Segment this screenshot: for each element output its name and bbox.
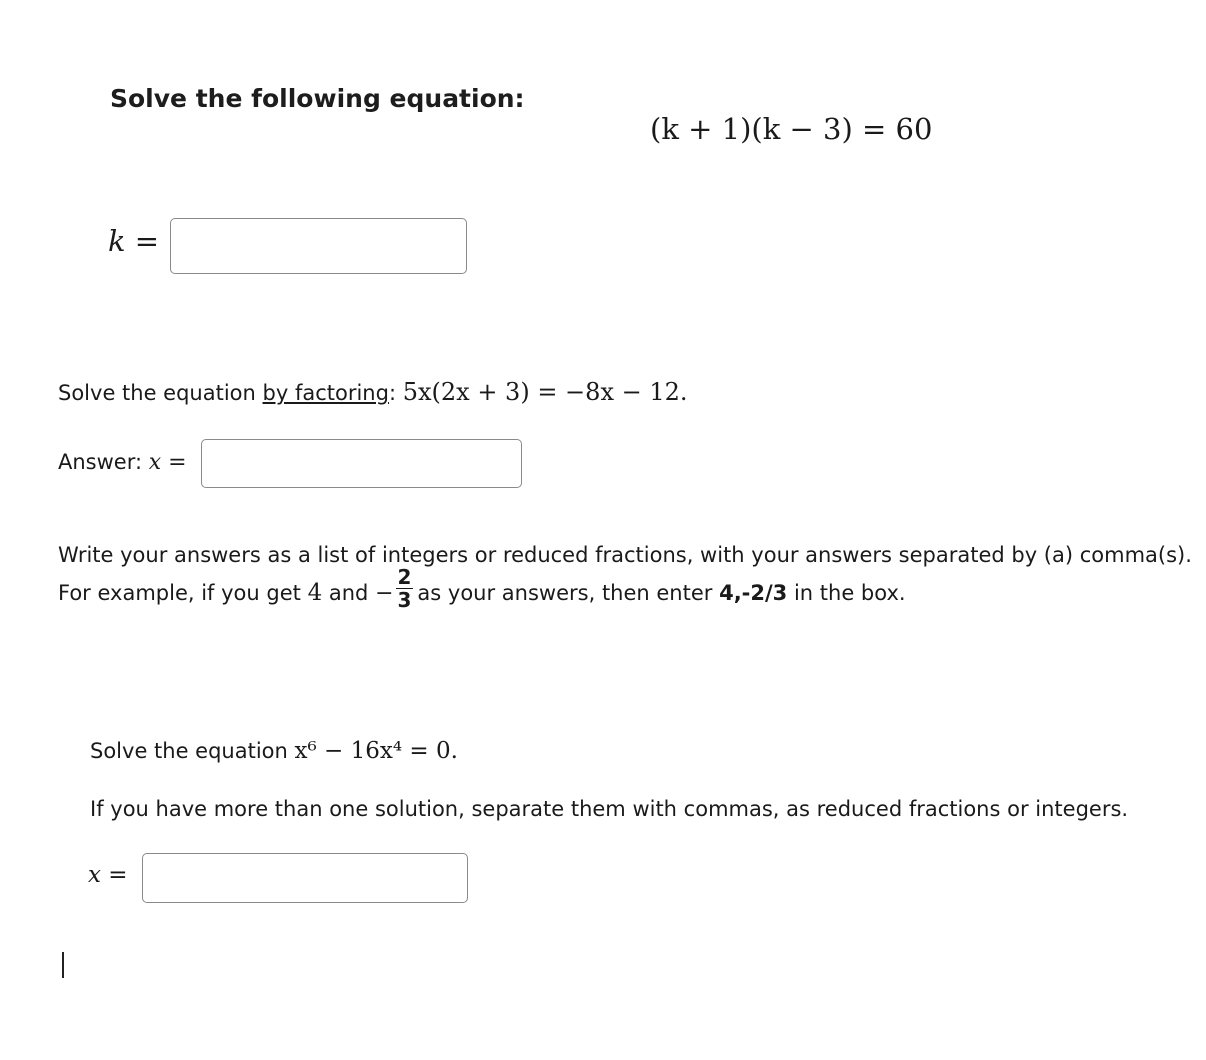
problem3-answer-label: x = — [88, 862, 128, 888]
example-minus-sign: − — [375, 580, 394, 606]
example-fraction-denominator: 3 — [397, 588, 412, 612]
example-fraction — [394, 566, 418, 611]
problem2-prompt — [58, 378, 688, 406]
problem1-equation: (k + 1)(k − 3) = 60 — [650, 112, 933, 146]
problem2-answer-label-math: x = — [148, 450, 187, 475]
problem2-prompt-text: Solve the equation — [58, 381, 263, 405]
problem2-answer-label-text: Answer: — [58, 450, 149, 474]
problem2-answer-label — [58, 450, 187, 475]
example-value-4: 4 — [307, 579, 323, 606]
problem3-answer-input[interactable] — [142, 853, 468, 903]
problem1-answer-input[interactable] — [170, 218, 467, 274]
problem3-prompt-text: Solve the equation — [90, 739, 295, 763]
problem2-equation: 5x(2x + 3) = −8x − 12. — [402, 378, 688, 406]
instruction-text: For example, if you get — [58, 580, 308, 605]
problem1-prompt: Solve the following equation: — [110, 84, 525, 113]
by-factoring-link[interactable]: by factoring — [262, 381, 389, 405]
problem2-prompt-colon: : — [388, 381, 403, 405]
text-cursor — [62, 952, 64, 978]
instruction-text: and — [322, 580, 376, 605]
problem2-instruction-line2 — [58, 565, 906, 634]
problem3-instruction: If you have more than one solution, separate them with commas, as reduced fractions or integers. — [90, 797, 1129, 821]
example-fraction-numerator: 2 — [397, 565, 412, 589]
problem3-prompt — [90, 738, 458, 764]
example-entry: 4,-2/3 — [719, 580, 788, 605]
problem3-equation: x⁶ − 16x⁴ = 0. — [294, 738, 458, 764]
instruction-text: as your answers, then enter — [417, 580, 720, 605]
problem1-answer-label: k = — [108, 224, 160, 258]
problem2-answer-input[interactable] — [201, 439, 522, 488]
problem2-instruction-line1: Write your answers as a list of integers or reduced fractions, with your answers separated by (a) comma(s). — [58, 543, 1192, 567]
instruction-text: in the box. — [787, 580, 906, 605]
